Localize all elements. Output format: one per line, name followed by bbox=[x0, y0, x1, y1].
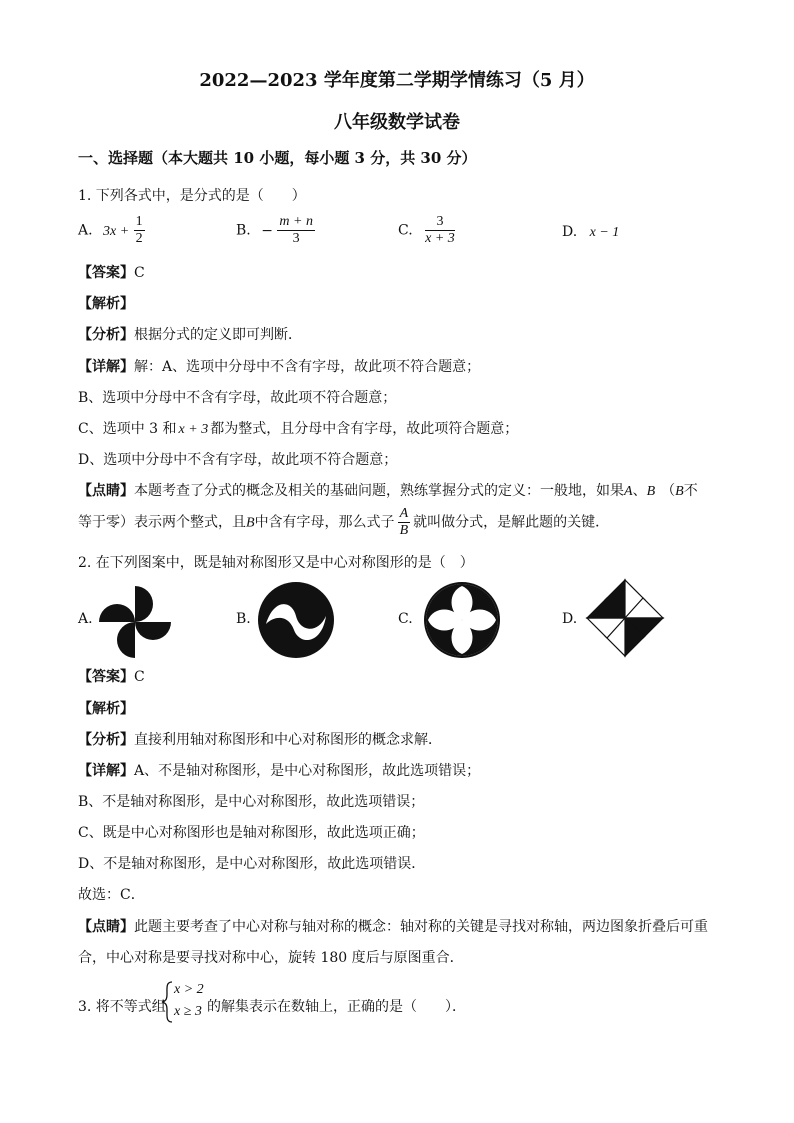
q1-detail-3-math: x + 3 bbox=[178, 422, 209, 437]
q1-option-c bbox=[398, 214, 455, 247]
q2-detail-4: D、不是轴对称图形，是中心对称图形，故此选项错误． bbox=[78, 856, 426, 872]
q2-answer-tag: 【答案】 bbox=[78, 669, 134, 685]
pinwheel-figure-a bbox=[96, 583, 174, 661]
q1-option-a-expr: 3x + bbox=[103, 223, 130, 239]
q2-detail-3: C、既是中心对称图形也是轴对称图形，故此选项正确； bbox=[78, 825, 425, 841]
q1-dianjing-line-2 bbox=[78, 506, 609, 539]
q1-dianjing-1-b2: B bbox=[675, 484, 684, 499]
q1-detail-tag: 【详解】 bbox=[78, 359, 134, 375]
q2-detail-1 bbox=[78, 760, 480, 780]
section-heading: 一、选择题（本大题共 10 小题，每小题 3 分，共 30 分） bbox=[78, 149, 477, 167]
q3-inequality-1: x > 2 bbox=[174, 982, 204, 997]
q1-answer bbox=[78, 262, 145, 282]
q1-option-a-denominator: 2 bbox=[135, 231, 143, 246]
triangle-pinwheel-figure-d bbox=[584, 576, 666, 660]
q2-option-b-label: B. bbox=[236, 611, 251, 627]
q1-detail-1 bbox=[78, 356, 480, 376]
q1-option-a-fraction bbox=[134, 214, 145, 247]
q2-fenxi-tag: 【分析】 bbox=[78, 732, 134, 748]
q1-dianjing-2-post: 就叫做分式，是解此题的关键． bbox=[413, 514, 610, 531]
q2-stem: 2. 在下列图案中，既是轴对称图形又是中心对称图形的是（ ） bbox=[78, 555, 474, 571]
q1-option-c-label: C. bbox=[398, 222, 413, 239]
circle-wave-figure-b bbox=[256, 580, 336, 660]
q1-answer-tag: 【答案】 bbox=[78, 265, 134, 281]
q1-dianjing-2-mid: 中含有字母，那么式子 bbox=[254, 514, 395, 531]
q1-dianjing-denominator: B bbox=[399, 523, 409, 538]
q2-option-b-figure bbox=[256, 580, 336, 660]
q1-dianjing-1-end: 不 bbox=[683, 483, 698, 499]
q1-dianjing-1-a: A bbox=[624, 484, 633, 499]
q1-option-d-label: D. bbox=[562, 224, 578, 240]
q2-detail-2: B、不是轴对称图形，是中心对称图形，故此选项错误； bbox=[78, 794, 425, 810]
q1-answer-value: C bbox=[134, 265, 145, 281]
q1-fenxi-tag: 【分析】 bbox=[78, 327, 134, 343]
q1-detail-3-post: 都为整式，且分母中含有字母，故此项符合题意； bbox=[210, 421, 519, 437]
q1-option-b-numerator: m + n bbox=[279, 214, 313, 229]
q2-option-c-figure bbox=[422, 580, 502, 660]
q1-dianjing-1-paren: （ bbox=[661, 483, 676, 499]
q1-detail-4: D、选项中分母中不含有字母，故此项不符合题意； bbox=[78, 452, 398, 468]
q1-dianjing-1-pre: 本题考查了分式的概念及相关的基础问题，熟练掌握分式的定义：一般地，如果 bbox=[134, 483, 624, 499]
q3-inequality-2: x ≥ 3 bbox=[174, 1004, 202, 1019]
q1-option-a-label: A. bbox=[78, 222, 93, 239]
q2-option-a-label: A. bbox=[78, 611, 93, 627]
q2-dianjing-line-1 bbox=[78, 916, 708, 936]
q1-dianjing-1-sep: 、 bbox=[632, 483, 647, 499]
q2-answer bbox=[78, 666, 145, 686]
q1-option-b-sign: − bbox=[261, 222, 273, 239]
q2-option-a-figure bbox=[96, 583, 174, 661]
q1-option-c-denominator: x + 3 bbox=[425, 231, 455, 246]
q1-detail-2: B、选项中分母中不含有字母，故此项不符合题意； bbox=[78, 390, 397, 406]
q1-option-b bbox=[236, 214, 315, 247]
q2-detail-1-text: A、不是轴对称图形，是中心对称图形，故此选项错误； bbox=[134, 763, 481, 779]
q3-inequality-system bbox=[160, 980, 204, 1024]
q1-option-b-denominator: 3 bbox=[292, 231, 300, 246]
q2-choice: 故选：C． bbox=[78, 887, 145, 903]
q1-option-a bbox=[78, 214, 145, 247]
q3-stem bbox=[78, 996, 166, 1016]
q1-detail-3 bbox=[78, 418, 518, 438]
q1-dianjing-tag: 【点睛】 bbox=[78, 483, 134, 499]
q1-analysis-tag: 【解析】 bbox=[78, 296, 134, 312]
q1-option-c-numerator: 3 bbox=[425, 214, 455, 231]
q1-fenxi bbox=[78, 324, 302, 344]
q2-dianjing-1-text: 此题主要考查了中心对称与轴对称的概念：轴对称的关键是寻找对称轴，两边图象折叠后可重 bbox=[134, 919, 708, 935]
q1-option-b-label: B. bbox=[236, 222, 251, 239]
q3-stem-pre: 3. 将不等式组 bbox=[78, 999, 166, 1015]
q2-analysis-tag: 【解析】 bbox=[78, 701, 134, 717]
q2-fenxi bbox=[78, 729, 442, 749]
q2-answer-value: C bbox=[134, 669, 145, 685]
brace-icon bbox=[160, 980, 174, 1024]
q2-dianjing-tag: 【点睛】 bbox=[78, 919, 134, 935]
q1-dianjing-numerator: A bbox=[399, 506, 409, 521]
q2-option-d-label: D. bbox=[562, 611, 578, 627]
q2-fenxi-text: 直接利用轴对称图形和中心对称图形的概念求解． bbox=[134, 732, 442, 748]
q1-detail-1-text: 解：A、选项中分母中不含有字母，故此项不符合题意； bbox=[134, 359, 481, 375]
q3-stem-post: 的解集表示在数轴上，正确的是（ ）． bbox=[207, 999, 466, 1015]
q1-option-b-fraction bbox=[277, 214, 315, 247]
q2-option-d-figure bbox=[584, 576, 666, 660]
circle-petals-figure-c bbox=[422, 580, 502, 660]
q1-option-d bbox=[562, 224, 619, 241]
page-subtitle: 八年级数学试卷 bbox=[334, 112, 460, 133]
q2-detail-tag: 【详解】 bbox=[78, 763, 134, 779]
q1-stem: 1. 下列各式中，是分式的是（ ） bbox=[78, 188, 306, 204]
q1-dianjing-2-b: B bbox=[246, 515, 255, 531]
q1-option-a-numerator: 1 bbox=[135, 214, 143, 229]
q2-dianjing-line-2: 合，中心对称是要寻找对称中心，旋转 180 度后与原图重合． bbox=[78, 950, 464, 966]
q1-option-c-fraction bbox=[425, 214, 455, 247]
q1-option-d-expr: x − 1 bbox=[589, 225, 620, 240]
q1-detail-3-pre: C、选项中 3 和 bbox=[78, 421, 177, 437]
page-title: 2022—2023 学年度第二学期学情练习（5 月） bbox=[199, 70, 595, 91]
q1-dianjing-fraction bbox=[398, 506, 411, 539]
q1-dianjing-line-1 bbox=[78, 480, 698, 500]
q1-dianjing-1-b: B bbox=[646, 484, 656, 499]
q2-option-c-label: C. bbox=[398, 611, 413, 627]
q1-dianjing-2-pre: 等于零）表示两个整式，且 bbox=[78, 514, 246, 531]
q1-fenxi-text: 根据分式的定义即可判断． bbox=[134, 327, 302, 343]
